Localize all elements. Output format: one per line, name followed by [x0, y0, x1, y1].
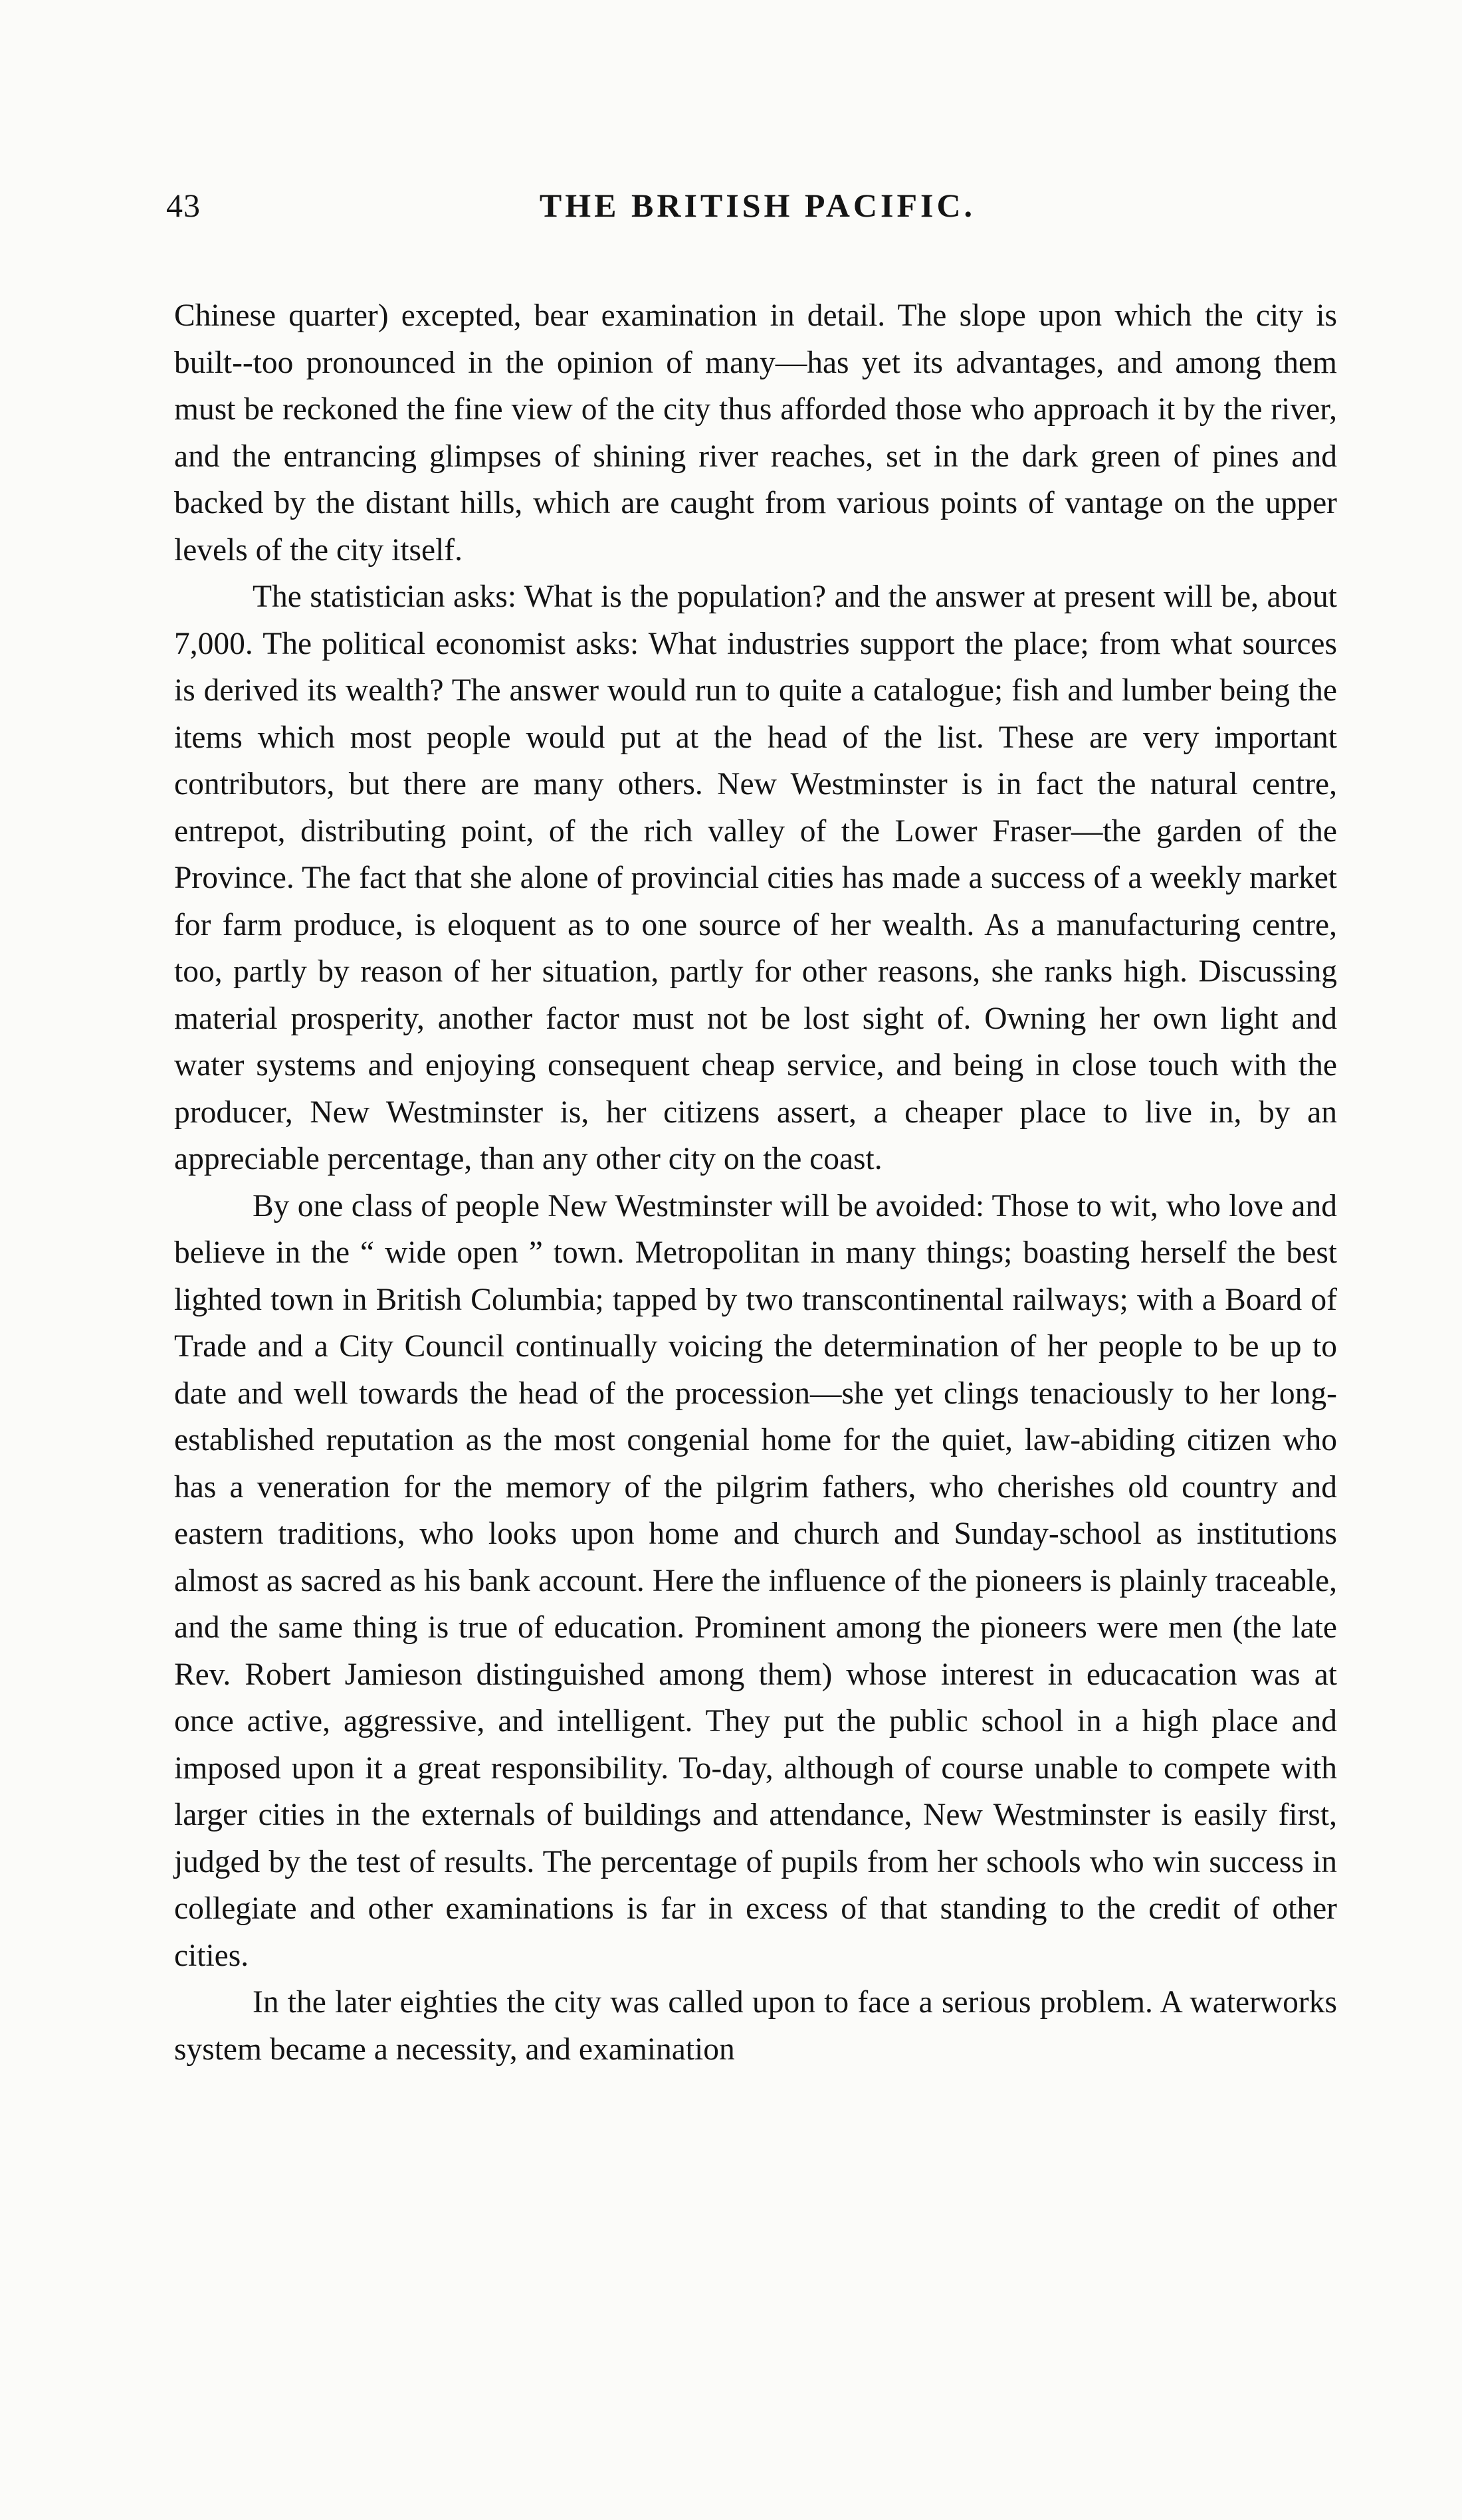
paragraph-waterworks: In the later eighties the city was called upon to face a serious problem. A waterworks system became a necessity, and examination — [174, 1985, 1337, 2067]
page-number: 43 — [166, 187, 201, 224]
running-title: THE BRITISH PACIFIC. — [539, 187, 976, 224]
paragraph-continuation: Chinese quarter) excepted, bear examination in detail. The slope upon which the city is built--too pronounced in the opinion of many—has yet its advantages, and among them must be reckoned the fine view of the city thus afforded those who approach it by the river, and the entrancing glimpses of shining river reaches, set in the dark green of pines and backed by the distant hills, which are caught from various points of vantage on the upper levels of the city itself. — [174, 298, 1337, 568]
paragraph-wide-open-town: By one class of people New Westminster will be avoided: Those to wit, who love and believe in the “ wide open ” town. Metropolitan in many things; boasting herself the best lighted town in British Columbia; tapped by two transcontinental railways; with a Board of Trade and a City Council continually voicing the determination of her people to be up to date and well towards the head of the procession—she yet clings tenaciously to her long-established reputation as the most congenial home for the quiet, law-abiding citizen who has a veneration for the memory of the pilgrim fathers, who cherishes old country and eastern traditions, who looks upon home and church and Sunday-school as institutions almost as sacred as his bank account. Here the influence of the pioneers is plainly traceable, and the same thing is true of education. Prominent among the pioneers were men (the late Rev. Robert Jamieson distinguished among them) whose interest in educacation was at once active, aggressive, and intelligent. They put the public school in a high place and imposed upon it a great responsibility. To-day, although of course unable to compete with larger cities in the externals of buildings and attendance, New Westminster is easily first, judged by the test of results. The percentage of pupils from her schools who win success in collegiate and other examinations is far in excess of that standing to the credit of other cities. — [174, 1188, 1337, 1973]
body-text — [174, 292, 1337, 2073]
paragraph-statistician: The statistician asks: What is the population? and the answer at present will be, about 7,000. The political economist asks: What industries support the place; from what sources is derived its wealth? The answer would run to quite a catalogue; fish and lumber being the items which most people would put at the head of the list. These are very important contributors, but there are many others. New Westminster is in fact the natural centre, entrepot, distributing point, of the rich valley of the Lower Fraser—the garden of the Province. The fact that she alone of provincial cities has made a success of a weekly market for farm produce, is eloquent as to one source of her wealth. As a manufacturing centre, too, partly by reason of her situation, partly for other reasons, she ranks high. Discussing material prosperity, another factor must not be lost sight of. Owning her own light and water systems and enjoying consequent cheap service, and being in close touch with the producer, New Westminster is, her citizens assert, a cheaper place to live in, by an appreciable percentage, than any other city on the coast. — [174, 579, 1337, 1176]
running-head — [166, 186, 1349, 239]
